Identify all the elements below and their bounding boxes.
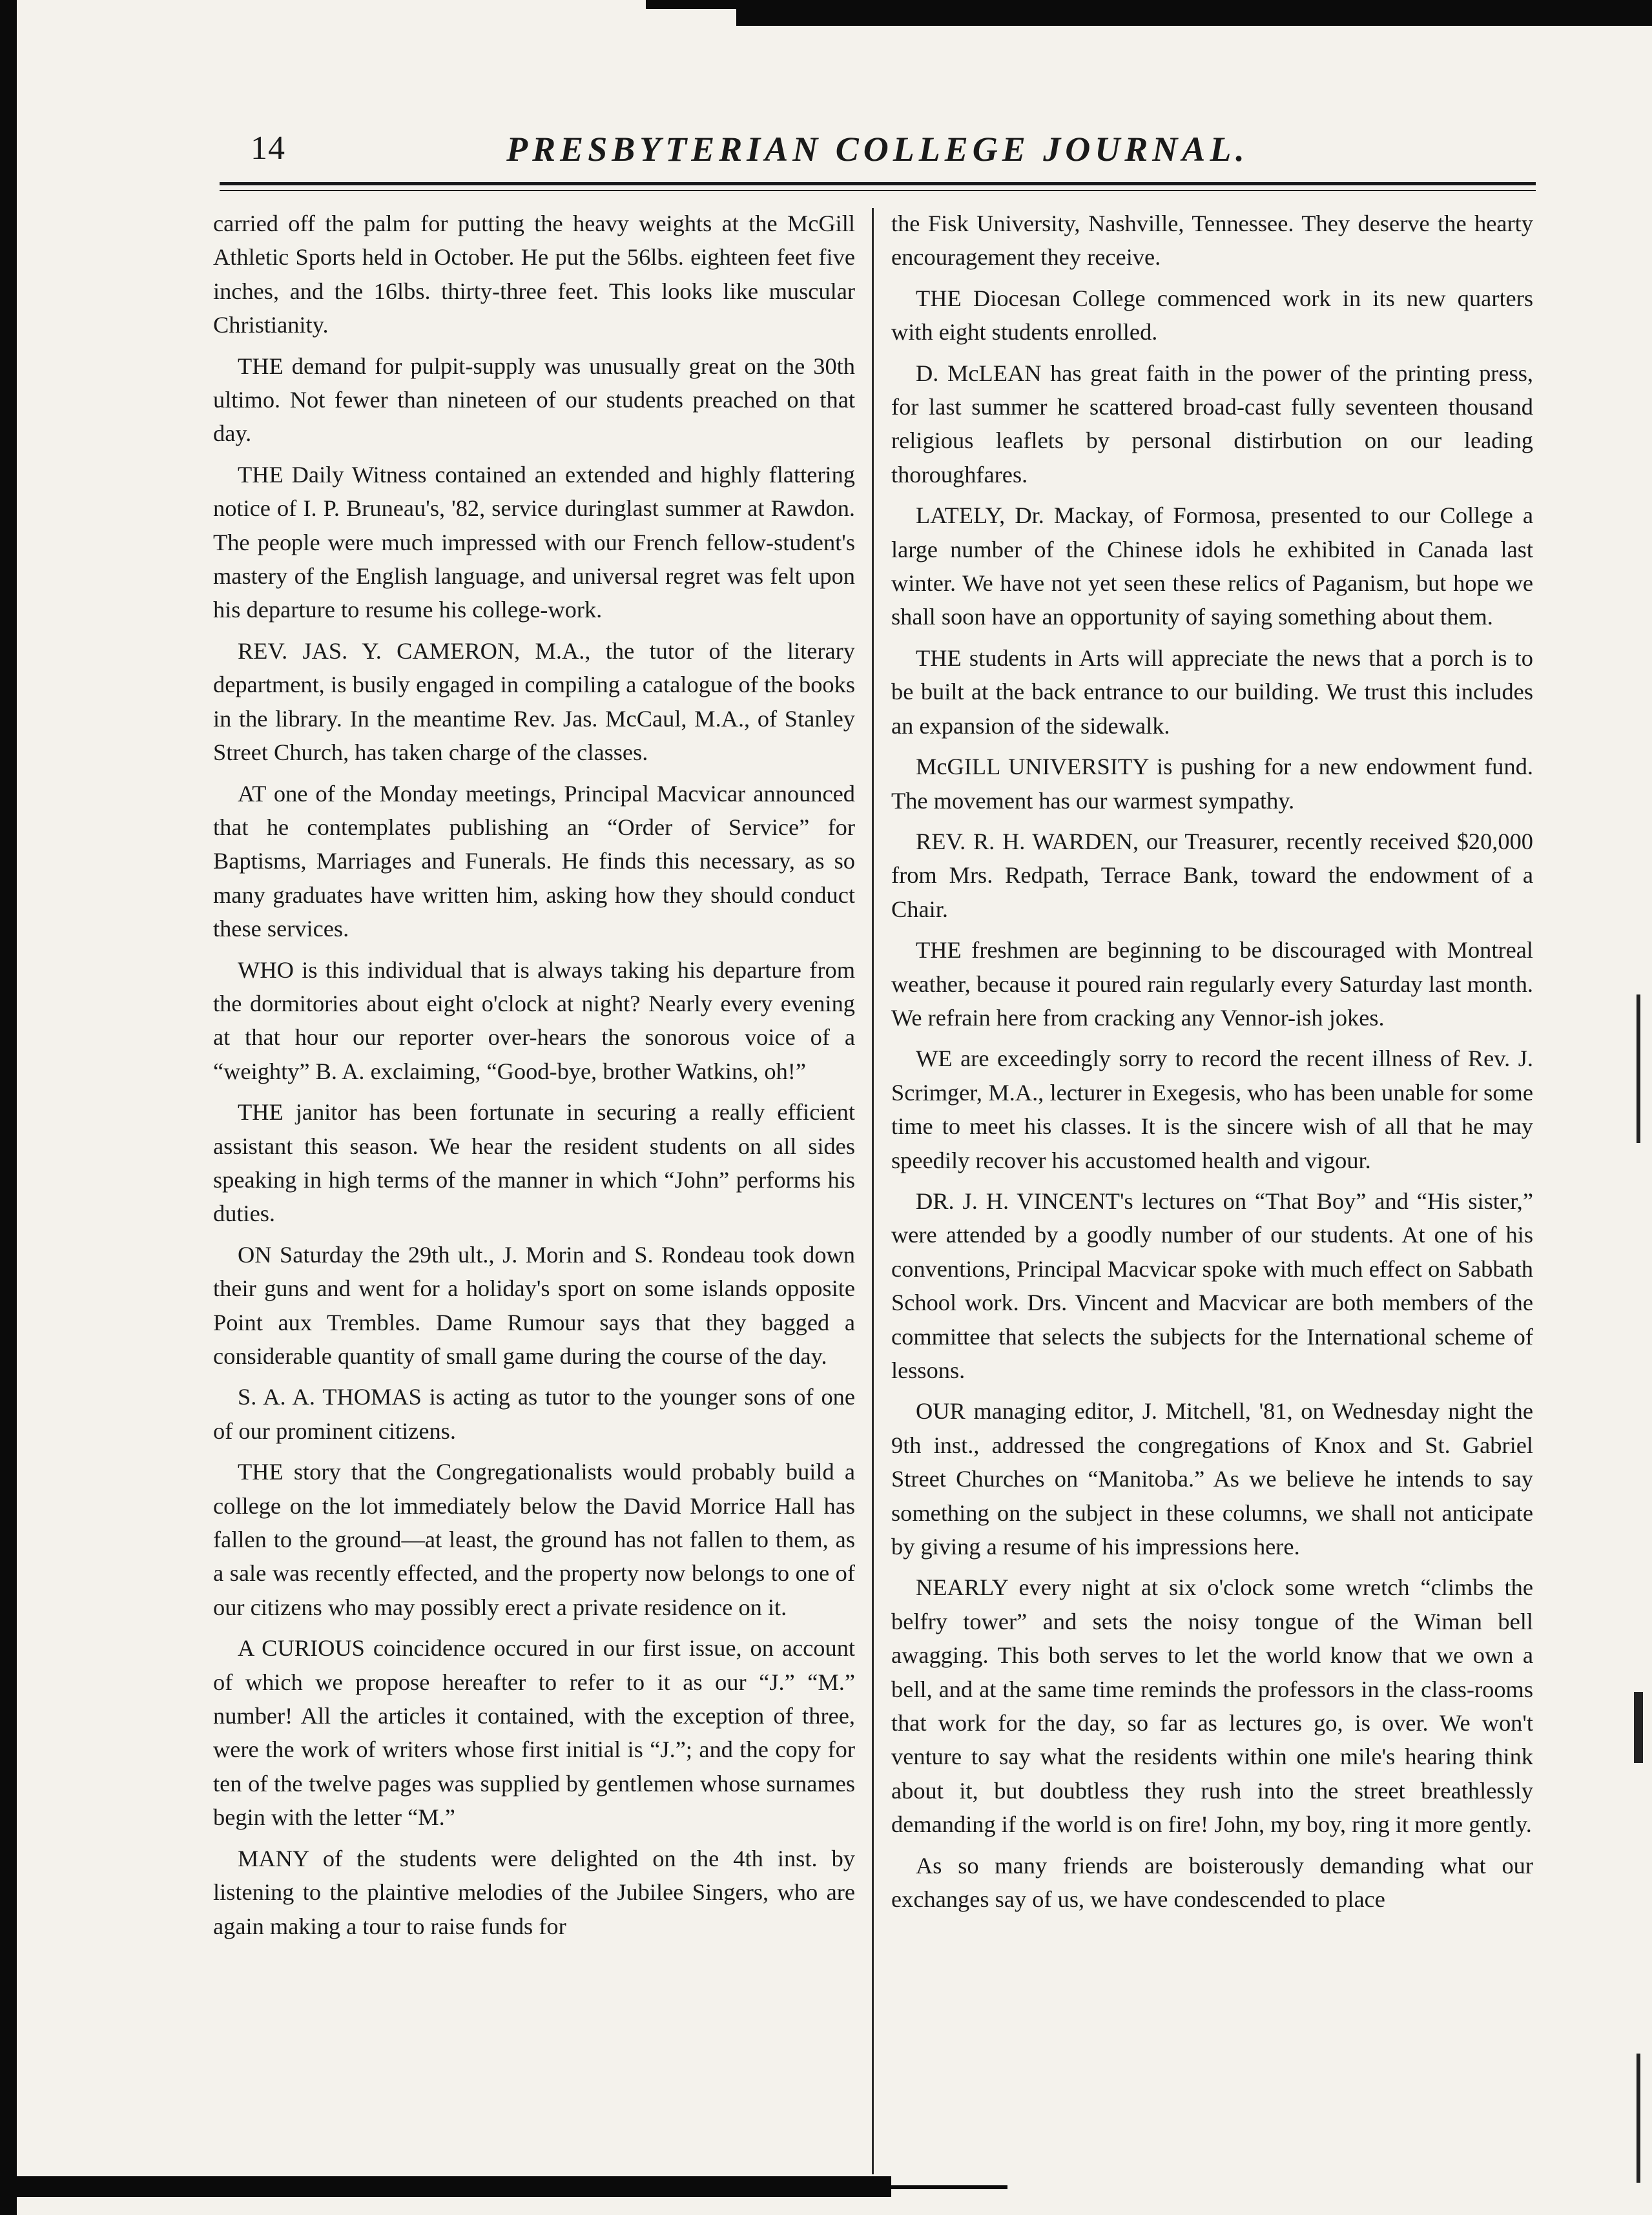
paragraph: MANY of the students were delighted on the 4th inst. by listening to the plaintive melodies of the Jubilee Singers, who are again making a tour to raise funds for (213, 1845, 855, 1939)
left-column (213, 207, 855, 1950)
paragraph: ON Saturday the 29th ult., J. Morin and S. Rondeau took down their guns and went for a holiday's sport on some islands opposite Point aux Trembles. Dame Rumour says that they bagged a considerable quantity of small game during the course of the day. (213, 1241, 855, 1369)
paragraph: S. A. A. THOMAS is acting as tutor to the younger sons of one of our prominent citizens. (213, 1384, 855, 1444)
paragraph: the Fisk University, Nashville, Tennessee. They deserve the hearty encouragement they receive. (891, 211, 1533, 271)
paragraph: A CURIOUS coincidence occured in our first issue, on account of which we propose hereafter to refer to it as our “J.” “M.” number! All the articles it contained, with the exception of three, were the work of writers whose first initial is “J.”; and the copy for ten of the twelve pages was supplied by gentlemen whose surnames begin with the letter “M.” (213, 1635, 855, 1831)
page-number: 14 (251, 130, 285, 167)
paragraph: As so many friends are boisterously demanding what our exchanges say of us, we have condescended to place (891, 1852, 1533, 1913)
paragraph: DR. J. H. VINCENT's lectures on “That Boy” and “His sister,” were attended by a goodly number of our students. At one of his conventions, Principal Macvicar spoke with much effect on Sabbath School work. Drs. Vincent and Macvicar are both members of the committee that selects the subjects for the International scheme of lessons. (891, 1188, 1533, 1383)
paragraph: D. McLEAN has great faith in the power of the printing press, for last summer he scattered broad-cast fully seventeen thousand religious leaflets by personal distirbution on our leading thoroughfares. (891, 360, 1533, 488)
scan-edge-bottom (0, 2176, 891, 2197)
page-header (220, 127, 1536, 178)
paragraph: THE story that the Congregationalists would probably build a college on the lot immediately below the David Morrice Hall has fallen to the ground—at least, the ground has not fallen to them, as a sale was recently effected, and the property now belongs to one of our citizens who may possibly erect a private residence on it. (213, 1459, 855, 1620)
paragraph: THE freshmen are beginning to be discouraged with Montreal weather, because it poured rain regularly every Saturday last month. We refrain here from cracking any Vennor-ish jokes. (891, 937, 1533, 1031)
paragraph: carried off the palm for putting the heavy weights at the McGill Athletic Sports held in October. He put the 56lbs. eighteen feet five inches, and the 16lbs. thirty-three feet. This looks like muscular Christianity. (213, 211, 855, 338)
margin-mark (1637, 2054, 1640, 2183)
paragraph: THE students in Arts will appreciate the news that a porch is to be built at the back entrance to our building. We trust this includes an expansion of the sidewalk. (891, 644, 1533, 739)
paragraph: REV. R. H. WARDEN, our Treasurer, recently received $20,000 from Mrs. Redpath, Terrace Bank, toward the endowment of a Chair. (891, 828, 1533, 922)
paragraph: THE demand for pulpit-supply was unusually great on the 30th ultimo. Not fewer than nineteen of our students preached on that day. (213, 353, 855, 447)
paragraph: REV. JAS. Y. CAMERON, M.A., the tutor of the literary department, is busily engaged in compiling a catalogue of the books in the library. In the meantime Rev. Jas. McCaul, M.A., of Stanley Street Church, has taken charge of the classes. (213, 637, 855, 766)
paragraph: McGILL UNIVERSITY is pushing for a new endowment fund. The movement has our warmest sympathy. (891, 754, 1533, 814)
paragraph: THE Diocesan College commenced work in its new quarters with eight students enrolled. (891, 285, 1533, 345)
margin-mark (1637, 994, 1640, 1143)
paragraph: AT one of the Monday meetings, Principal Macvicar announced that he contemplates publishing an “Order of Service” for Baptisms, Marriages and Funerals. He finds this necessary, as so many graduates have written him, asking how they should conduct these services. (213, 780, 855, 942)
scan-edge-top (736, 0, 1652, 26)
paragraph: THE janitor has been fortunate in securing a really efficient assistant this season. We hear the resident students on all sides speaking in high terms of the manner in which “John” performs his duties. (213, 1099, 855, 1227)
paragraph: THE Daily Witness contained an extended and highly flattering notice of I. P. Bruneau's, '82, service duringlast summer at Rawdon. The people were much impressed with our French fellow-student's mastery of the English language, and universal regret was felt upon his departure to resume his college-work. (213, 461, 855, 623)
paragraph: WE are exceedingly sorry to record the recent illness of Rev. J. Scrimger, M.A., lecturer in Exegesis, who has been unable for some time to meet his classes. It is the sincere wish of all that he may speedily recover his accustomed health and vigour. (891, 1046, 1533, 1173)
scan-edge-left (0, 0, 17, 2215)
paragraph: LATELY, Dr. Mackay, of Formosa, presented to our College a large number of the Chinese idols he exhibited in Canada last winter. We have not yet seen these relics of Paganism, but hope we shall soon have an opportunity of saying something about them. (891, 502, 1533, 630)
right-column (891, 207, 1533, 1924)
paragraph: OUR managing editor, J. Mitchell, '81, on Wednesday night the 9th inst., addressed the congregations of Knox and St. Gabriel Street Churches on “Manitoba.” As we believe he intends to say something on the subject in these columns, we shall not anticipate by giving a resume of his impressions here. (891, 1398, 1533, 1560)
header-rule-thin (220, 190, 1536, 191)
scan-edge-top-fade (646, 0, 749, 9)
scan-edge-bottom-thin (891, 2185, 1007, 2189)
paragraph: WHO is this individual that is always taking his departure from the dormitories about eight o'clock at night? Nearly every evening at that hour our reporter over-hears the sonorous voice of a “weighty” B. A. exclaiming, “Good-bye, brother Watkins, oh!” (213, 956, 855, 1084)
header-rule-thick (220, 182, 1536, 185)
column-divider (872, 208, 874, 2174)
paragraph: NEARLY every night at six o'clock some wretch “climbs the belfry tower” and sets the noisy tongue of the Wiman bell awagging. This both serves to let the world know that we own a bell, and at the same time reminds the professors in the class-rooms that work for the day, so far as lectures go, is over. We won't venture to say what the residents within one mile's hearing think about it, but doubtless they rush into the street breathlessly demanding if the world is on fire! John, my boy, ring it more gently. (891, 1574, 1533, 1838)
margin-mark (1634, 1692, 1643, 1763)
journal-title: PRESBYTERIAN COLLEGE JOURNAL. (506, 130, 1249, 169)
